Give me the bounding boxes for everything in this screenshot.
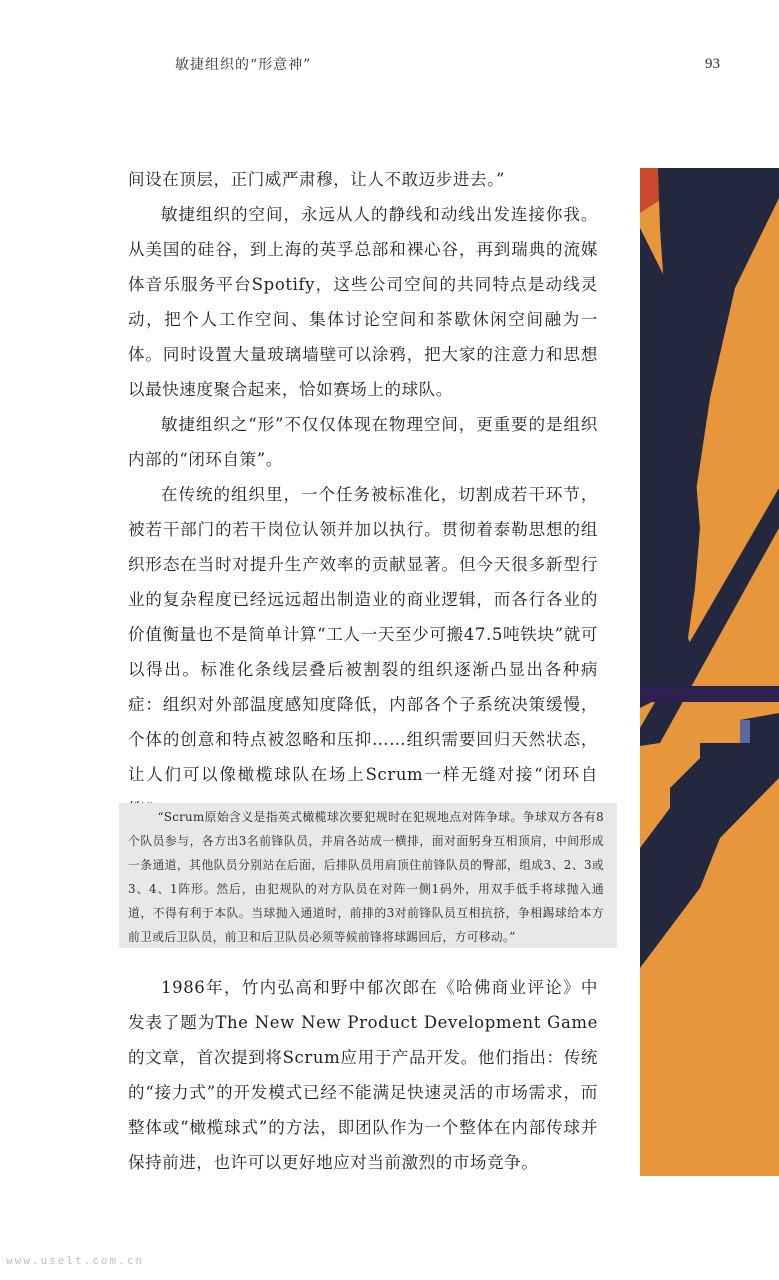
paragraph: 在传统的组织里，一个任务被标准化，切割成若干环节，被若干部门的若干岗位认领并加以执行。贯彻着泰勒思想的组织形态在当时对提升生产效率的贡献显著。但今天很多新型行业的复杂程度已经远远超出制造业的商业逻辑，而各行各业的价值衡量也不是简单计算“工人一天至少可搬47.5吨铁块”就可以得出。标准化条线层叠后被割裂的组织逐渐凸显出各种病症：组织对外部温度感知度降低，内部各个子系统决策缓慢，个体的创意和特点被忽略和压抑……组织需要回归天然状态， 让人们可以像橄榄球队在场上Scrum一样无缝对接“闭环自 <box>128 485 598 784</box>
page-number: 93 <box>705 56 720 72</box>
paragraph: 敏捷组织的空间，永远从人的静线和动线出发连接你我。从美国的硅谷，到上海的英孚总部和裸心谷，再到瑞典的流媒体音乐服务平台Spotify，这些公司空间的共同特点是动线灵动，把个人工作空间、集体讨论空间和茶歇休闲空间融为一体。同时设置大量玻璃墙壁可以涂鸦，把大家的注意力和思想以最快速度聚合起来，恰如赛场上的球队。 <box>128 205 598 399</box>
art-stairs-shadow <box>740 720 750 743</box>
quote-text: “Scrum原始含义是指英式橄榄球次要犯规时在犯规地点对阵争球。争球双方各有8个队员参与，各方出3名前锋队员，并肩各站成一横排，面对面躬身互相顶肩，中间形成一条通道，其他队员分别站在后面，后排队员用肩顶住前锋队员的臀部，组成3、2、3或3、4、1阵形。然后，由犯规队的对方队员在对阵一侧1码外，用双手低手将球抛入通道，不得有利于本队。当球抛入通道时，前排的3对前锋队员互相抗挤，争相踢球给本方前卫或后卫队员，前卫和后卫队员必须等候前锋将球踢回后，方可移动。” <box>128 810 604 944</box>
watermark: www.uselt.com.cn <box>6 1254 144 1267</box>
paragraph: 敏捷组织之“形”不仅仅体现在物理空间，更重要的是组织内部的“闭环自策”。 <box>128 415 598 469</box>
running-header: 敏捷组织的“形意神” <box>175 57 312 73</box>
body-text-top <box>128 162 598 827</box>
paragraph: 1986年，竹内弘高和野中郁次郎在《哈佛商业评论》中发表了题为The New New Product Development Game的文章，首次提到将Scrum应用于产品开发。他们指出：传统的“接力式”的开发模式已经不能满足快速灵活的市场需求，而整体或“橄榄球式”的方法，即团队作为一个整体在内部传球并保持前进，也许可以更好地应对当前激烈的市场竞争。 <box>128 978 598 1172</box>
body-text-bottom <box>128 970 598 1180</box>
art-purple-band <box>640 686 779 702</box>
decorative-illustration <box>640 168 779 1176</box>
paragraph: 间设在顶层，正门威严肃穆，让人不敢迈步进去。” <box>128 170 505 189</box>
